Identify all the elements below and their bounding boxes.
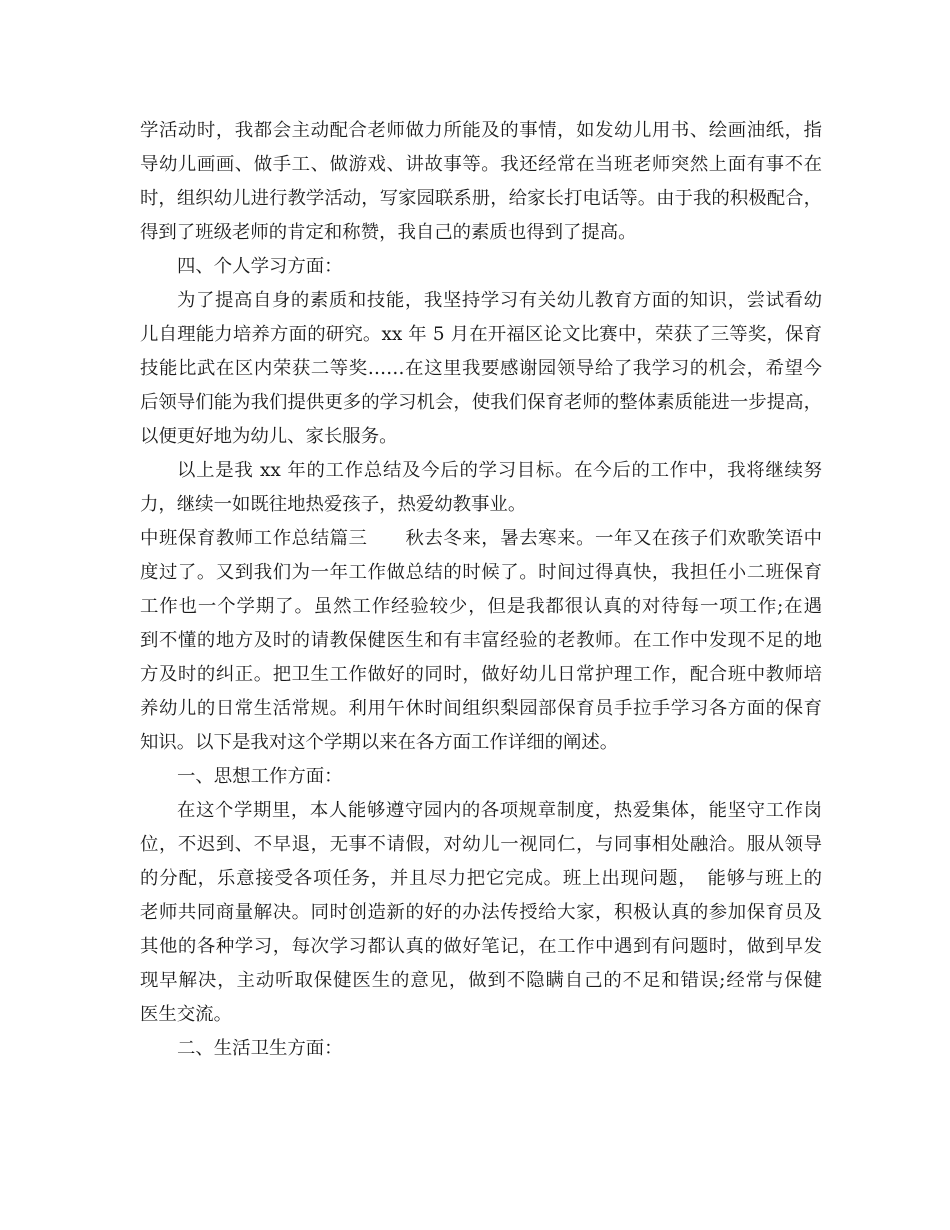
text-line: 儿自理能力培养方面的研究。xx 年 5 月在开福区论文比赛中，荣获了三等奖，保育 bbox=[140, 324, 822, 345]
text-line: 为了提高自身的素质和技能，我坚持学习有关幼儿教育方面的知识，尝试看幼 bbox=[177, 290, 822, 311]
text-line: 位，不迟到、不早退，无事不请假，对幼儿一视同仁，与同事相处融洽。服从领导 bbox=[140, 834, 822, 855]
text-line: 工作也一个学期了。虽然工作经验较少，但是我都很认真的对待每一项工作;在遇 bbox=[140, 596, 822, 617]
text-line: 在这个学期里，本人能够遵守园内的各项规章制度，热爱集体，能坚守工作岗 bbox=[177, 800, 822, 821]
text-line: 时，组织幼儿进行教学活动，写家园联系册，给家长打电话等。由于我的积极配合， bbox=[140, 188, 822, 209]
text-line: 现早解决，主动听取保健医生的意见，做到不隐瞒自己的不足和错误;经常与保健 bbox=[140, 970, 822, 991]
article-title-line: 中班保育教师工作总结篇三 秋去冬来，暑去寒来。一年又在孩子们欢歌笑语中 bbox=[140, 528, 822, 549]
text-line: 导幼儿画画、做手工、做游戏、讲故事等。我还经常在当班老师突然上面有事不在 bbox=[140, 154, 822, 175]
text-line: 知识。以下是我对这个学期以来在各方面工作详细的阐述。 bbox=[140, 732, 619, 753]
text-line: 老师共同商量解决。同时创造新的好的办法传授给大家，积极认真的参加保育员及 bbox=[140, 902, 822, 923]
text-line: 方及时的纠正。把卫生工作做好的同时，做好幼儿日常护理工作，配合班中教师培 bbox=[140, 664, 822, 685]
section-heading: 四、个人学习方面： bbox=[177, 256, 343, 277]
text-line: 的分配，乐意接受各项任务，并且尽力把它完成。班上出现问题， 能够与班上的 bbox=[140, 868, 822, 889]
text-line: 力，继续一如既往地热爱孩子，热爱幼教事业。 bbox=[140, 494, 527, 515]
text-line: 到不懂的地方及时的请教保健医生和有丰富经验的老教师。在工作中发现不足的地 bbox=[140, 630, 822, 651]
text-line: 学活动时，我都会主动配合老师做力所能及的事情，如发幼儿用书、绘画油纸，指 bbox=[140, 120, 822, 141]
section-heading: 二、生活卫生方面： bbox=[177, 1038, 343, 1059]
text-line: 度过了。又到我们为一年工作做总结的时候了。时间过得真快，我担任小二班保育 bbox=[140, 562, 822, 583]
text-line: 医生交流。 bbox=[140, 1004, 232, 1025]
text-line: 后领导们能为我们提供更多的学习机会，使我们保育老师的整体素质能进一步提高， bbox=[140, 392, 822, 413]
text-line: 以便更好地为幼儿、家长服务。 bbox=[140, 426, 398, 447]
text-line: 以上是我 xx 年的工作总结及今后的学习目标。在今后的工作中，我将继续努 bbox=[177, 460, 822, 481]
text-line: 养幼儿的日常生活常规。利用午休时间组织梨园部保育员手拉手学习各方面的保育 bbox=[140, 698, 822, 719]
section-heading: 一、思想工作方面： bbox=[177, 766, 343, 787]
text-line: 技能比武在区内荣获二等奖……在这里我要感谢园领导给了我学习的机会，希望今 bbox=[140, 358, 822, 379]
text-line: 得到了班级老师的肯定和称赞，我自己的素质也得到了提高。 bbox=[140, 222, 637, 243]
text-line: 其他的各种学习，每次学习都认真的做好笔记，在工作中遇到有问题时，做到早发 bbox=[140, 936, 822, 957]
document-body bbox=[140, 114, 822, 1066]
